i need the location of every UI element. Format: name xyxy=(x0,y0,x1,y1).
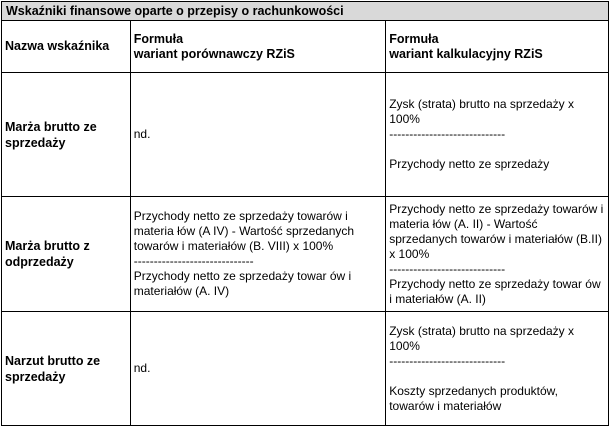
table-title: Wskaźniki finansowe oparte o przepisy o rachunkowości xyxy=(2,2,609,21)
formula-kalkulacyjny xyxy=(386,73,609,197)
formula-denominator: Przychody netto ze sprzedaży towar ów i materiałów (A. IV) xyxy=(133,269,352,298)
header-kalkulacyjny-line2: wariant kalkulacyjny RZiS xyxy=(389,46,543,61)
financial-ratios-document xyxy=(1,1,609,426)
formula-separator: ----------------------------- xyxy=(389,127,506,141)
formula-numerator: Zysk (strata) brutto na sprzedaży x 100% xyxy=(389,323,574,353)
formula-numerator: Przychody netto ze sprzedaży towarów i materia łów (A. II) - Wartość sprzedanych towarów i materiałów (B.II) x 100% xyxy=(389,201,604,261)
formula-denominator: Przychody netto ze sprzedaży towar ów i materiałów (A. II) xyxy=(389,276,601,306)
table-row xyxy=(2,197,609,312)
formula-numerator: Zysk (strata) brutto na sprzedaży x 100% xyxy=(389,97,574,126)
header-porownawczy-line1: Formuła xyxy=(133,31,184,46)
header-porownawczy-line2: wariant porównawczy RZiS xyxy=(133,46,295,61)
formula-kalkulacyjny xyxy=(386,312,609,426)
header-row xyxy=(2,21,609,73)
table-row xyxy=(2,73,609,197)
formula-porownawczy: nd. xyxy=(130,312,385,426)
ratio-name: Marża brutto z odprzedaży xyxy=(2,197,131,312)
formula-separator: ----------------------------- xyxy=(389,261,506,276)
table-row xyxy=(2,312,609,426)
formula-kalkulacyjny xyxy=(386,197,609,312)
header-kalkulacyjny-line1: Formuła xyxy=(389,31,439,46)
ratio-name: Narzut brutto ze sprzedaży xyxy=(2,312,131,426)
header-name: Nazwa wskaźnika xyxy=(2,21,131,73)
formula-denominator: Koszty sprzedanych produktów, towarów i materiałów xyxy=(389,383,558,413)
formula-porownawczy: nd. xyxy=(130,73,385,197)
header-kalkulacyjny xyxy=(386,21,609,73)
table-title-row xyxy=(2,2,609,21)
ratio-name: Marża brutto ze sprzedaży xyxy=(2,73,131,197)
formula-separator: ----------------------------- xyxy=(389,353,506,368)
ratios-table xyxy=(1,1,609,426)
formula-separator: ------------------------------ xyxy=(133,254,254,268)
formula-denominator: Przychody netto ze sprzedaży xyxy=(389,157,550,171)
header-porownawczy xyxy=(130,21,385,73)
formula-numerator: Przychody netto ze sprzedaży towarów i materia łów (A IV) - Wartość sprzedanych towarów i materiałów (B. VIII) x 100% xyxy=(133,209,355,253)
formula-porownawczy xyxy=(130,197,385,312)
